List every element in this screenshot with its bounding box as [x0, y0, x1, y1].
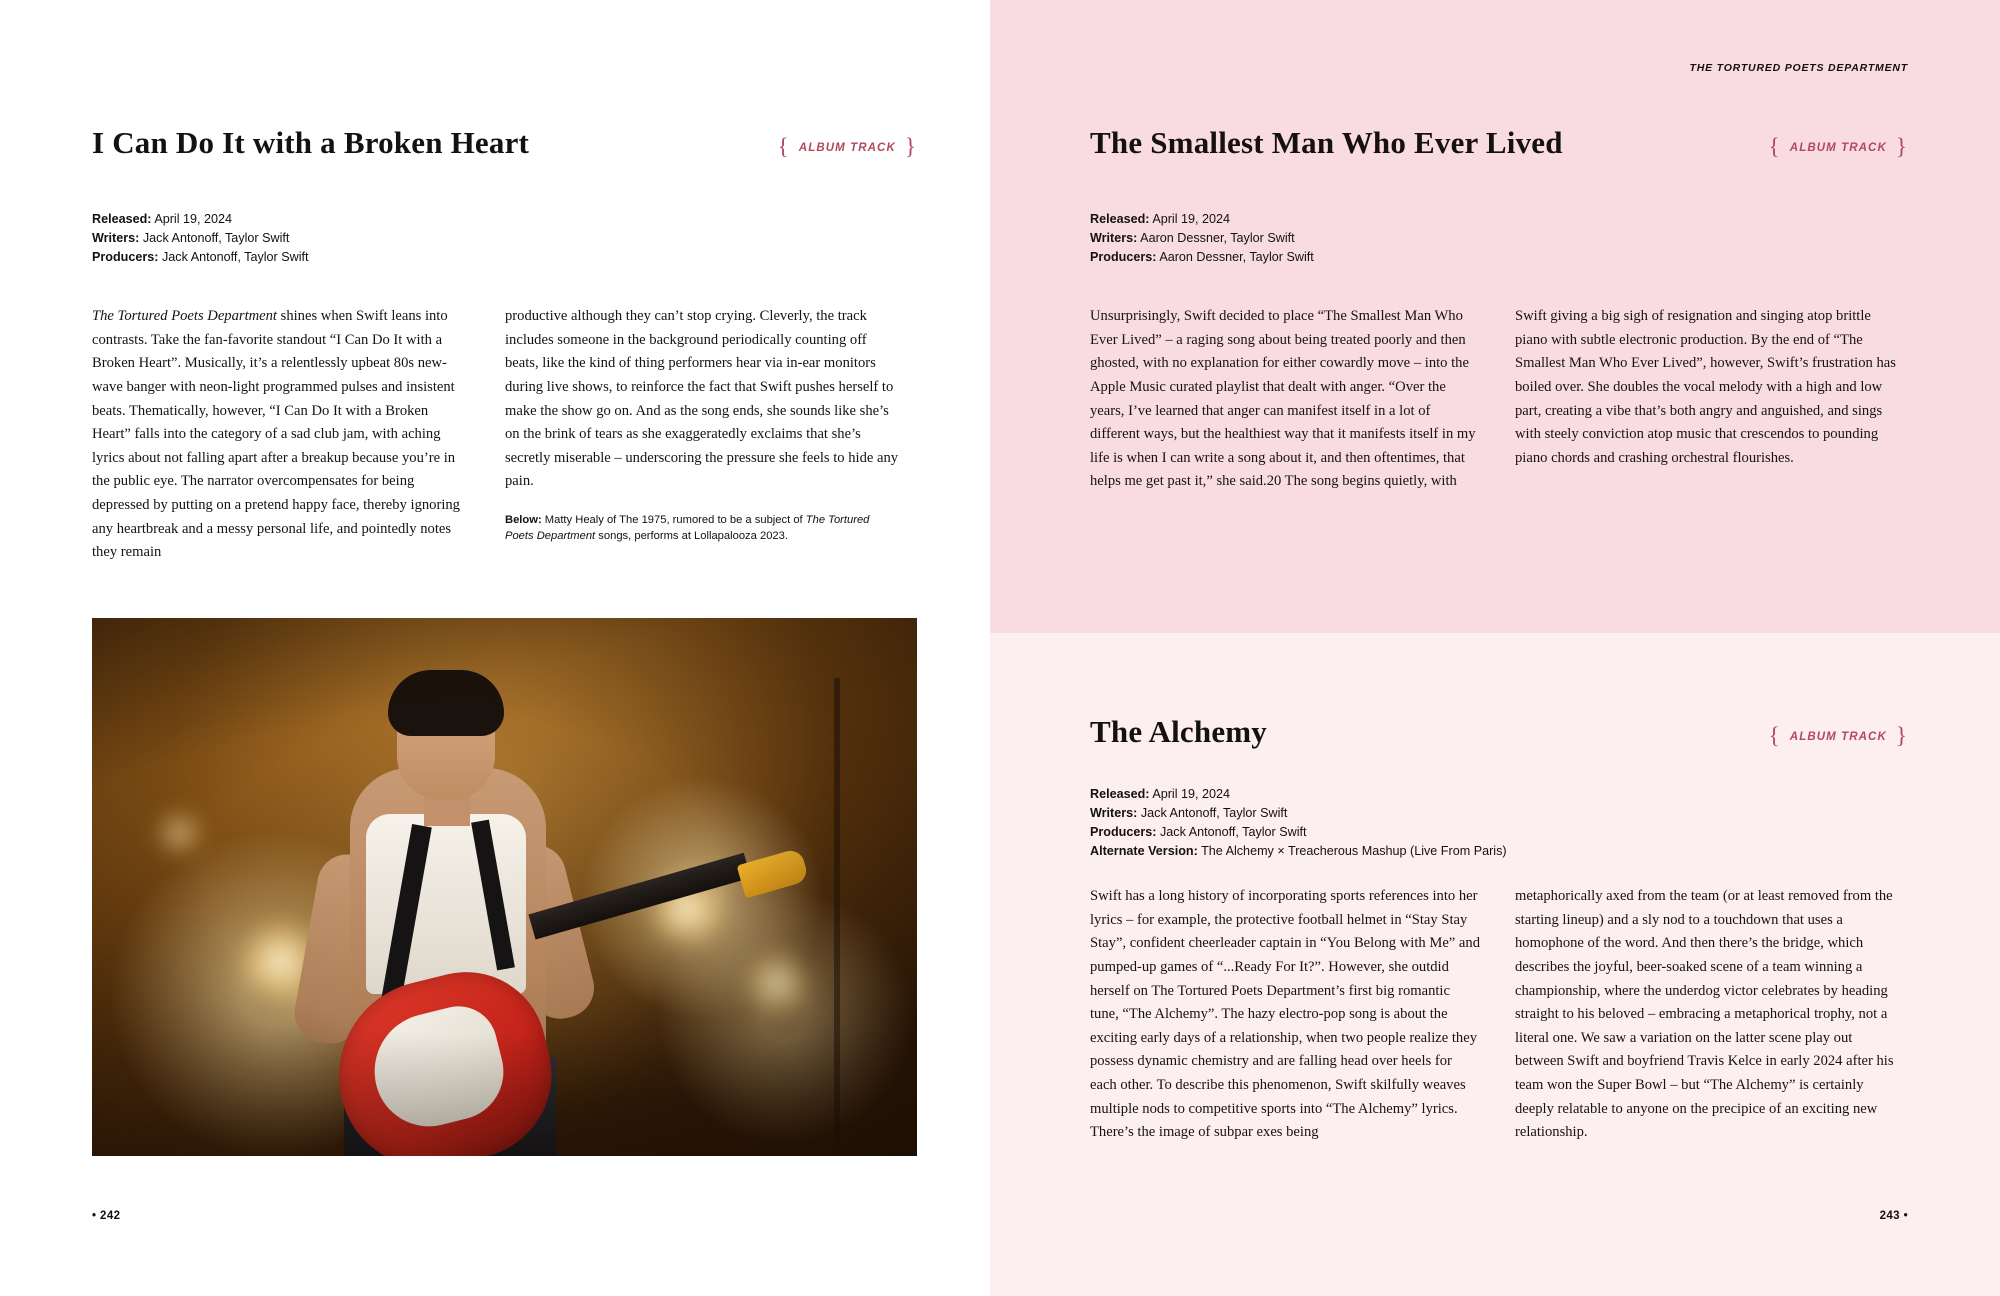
credit-value: Aaron Dessner, Taylor Swift — [1140, 231, 1295, 246]
credit-label: Producers: — [1090, 250, 1157, 265]
running-head: THE TORTURED POETS DEPARTMENT — [1689, 62, 1908, 74]
section-title: The Alchemy — [1090, 714, 1267, 749]
credit-row — [1090, 842, 1730, 861]
credit-value: The Alchemy × Treacherous Mashup (Live From Paris) — [1201, 844, 1507, 859]
credit-label: Writers: — [1090, 806, 1138, 821]
credit-value: April 19, 2024 — [1152, 212, 1231, 226]
credit-row — [1090, 804, 1730, 823]
badge-label: ALBUM TRACK — [798, 141, 896, 154]
brace-right-icon: } — [1895, 723, 1908, 748]
body-paragraph: metaphorically axed from the team (or at least removed from the starting lineup) and a sly nod to a touchdown that uses a homophone of the word. And then there’s the bridge, which describes the joyful, beer-soaked scene of a team winning a championship, where the underdog victor celebrates by heading straight to his beloved – embracing a metaphorical trophy, not a literal one. We saw a variation on the latter scene play out between Swift and boyfriend Travis Kelce in early 2024 after his team won the Super Bowl – but “The Alchemy” is certainly deeply relatable to anyone on the precipice of an exciting new relationship. — [1515, 888, 1894, 1141]
left-page — [0, 0, 990, 1296]
body-columns-smallest-man — [1090, 305, 1908, 494]
page-number-left — [92, 1210, 120, 1222]
credit-label: Producers: — [1090, 825, 1157, 840]
credit-label: Alternate Version: — [1090, 844, 1198, 859]
folio-number: 243 — [1879, 1210, 1900, 1222]
caption-italic: The Tortured Poets Department — [505, 514, 870, 543]
status-badge — [1769, 136, 1908, 159]
body-paragraph: The Tortured Poets Department shines when Swift leans into contrasts. Take the fan-favorite standout “I Can Do It with a Broken Heart”. Musically, it’s a relentlessly upbeat 80s new-wave banger with neon-light programmed pulses and insistent beats. Thematically, however, “I Can Do It with a Broken Heart” falls into the category of a sad club jam, with aching lyrics about not falling apart after a breakup because you’re in the public eye. The narrator overcompensates for being depressed by putting on a pretend happy face, thereby ignoring any heartbreak and a messy personal life, and pointedly notes they remain — [92, 308, 460, 561]
badge-label: ALBUM TRACK — [1789, 730, 1887, 743]
credit-row — [92, 210, 612, 229]
credits-block — [1090, 785, 1730, 862]
brace-right-icon: } — [1895, 134, 1908, 159]
status-badge — [778, 136, 917, 159]
credit-value: April 19, 2024 — [1152, 787, 1231, 801]
badge-label: ALBUM TRACK — [1789, 141, 1887, 154]
right-title-row-smallest-man — [1090, 126, 1908, 160]
body-columns-alchemy — [1090, 885, 1908, 1145]
credit-label: Released: — [92, 212, 152, 226]
credit-value: Jack Antonoff, Taylor Swift — [1140, 806, 1288, 821]
page-title: I Can Do It with a Broken Heart — [92, 125, 530, 160]
credit-value: Jack Antonoff, Taylor Swift — [142, 231, 290, 246]
credit-row — [1090, 823, 1730, 842]
credit-value: Jack Antonoff, Taylor Swift — [1160, 825, 1307, 840]
credit-label: Writers: — [92, 231, 140, 246]
credit-value: April 19, 2024 — [154, 212, 233, 226]
body-column-1 — [92, 305, 470, 565]
folio-bullet-icon: • — [92, 1210, 97, 1222]
credit-row — [92, 248, 612, 267]
body-paragraph: productive although they can’t stop crying. Cleverly, the track includes someone in the background periodically counting off beats, like the kind of thing performers hear via in-ear monitors during live shows, to reinforce the fact that Swift pushes herself to make the show go on. And as the song ends, she sounds like she’s on the brink of tears as she exaggeratedly exclaims that she’s secretly miserable – underscoring the pressure she feels to hide any pain. — [505, 308, 899, 490]
brace-left-icon: { — [777, 134, 790, 159]
credit-value: Jack Antonoff, Taylor Swift — [162, 250, 309, 265]
right-page — [990, 0, 2000, 1296]
left-body-columns — [92, 305, 917, 565]
photo-vignette — [92, 618, 917, 1156]
brace-left-icon: { — [1768, 723, 1781, 748]
italic-book-title: The Tortured Poets Department — [92, 308, 277, 324]
credit-row — [92, 229, 612, 248]
right-title-row-alchemy — [1090, 715, 1908, 749]
body-column-1 — [1090, 305, 1480, 494]
body-column-1 — [1090, 885, 1480, 1145]
body-column-2 — [505, 305, 901, 565]
folio-number: 242 — [100, 1210, 121, 1222]
credit-label: Producers: — [92, 250, 159, 265]
body-paragraph: Swift has a long history of incorporating sports references into her lyrics – for example, the protective football helmet in “Stay Stay Stay”, confident cheerleader captain in “You Belong with Me” and pumped-up games of “...Ready For It?”. However, she outdid herself on The Tortured Poets Department’s first big romantic tune, “The Alchemy”. The hazy electro-pop song is about the exciting early days of a relationship, when two people realize they possess dynamic chemistry and are falling head over heels for each other. To describe this phenomenon, Swift skilfully weaves multiple nods to competitive sports into “The Alchemy” lyrics. There’s the image of subpar exes being — [1090, 888, 1480, 1141]
body-column-2 — [1515, 885, 1897, 1145]
brace-right-icon: } — [904, 134, 917, 159]
page-number-right — [1880, 1210, 1908, 1222]
section-title: The Smallest Man Who Ever Lived — [1090, 125, 1563, 160]
caption-lead: Below: — [505, 514, 542, 527]
status-badge — [1769, 725, 1908, 748]
credit-row — [1090, 229, 1610, 248]
credit-value: Aaron Dessner, Taylor Swift — [1159, 250, 1314, 265]
credit-label: Released: — [1090, 212, 1150, 226]
left-title-row — [92, 126, 917, 160]
credit-label: Released: — [1090, 787, 1150, 801]
folio-bullet-icon: • — [1903, 1210, 1908, 1222]
caption-text-b: songs, performs at Lollapalooza 2023. — [595, 530, 788, 543]
credit-label: Writers: — [1090, 231, 1138, 246]
credit-row — [1090, 210, 1610, 229]
credits-block — [92, 210, 612, 267]
credit-row — [1090, 785, 1730, 804]
body-paragraph: Unsurprisingly, Swift decided to place “The Smallest Man Who Ever Lived” – a raging song about being treated poorly and then ghosted, with no explanation for either cowardly move – into the Apple Music curated playlist that dealt with anger. “Over the years, I’ve learned that anger can manifest itself in a lot of different ways, but the healthiest way that it manifests itself in my life is when I can write a song about it, and then oftentimes, that helps me get past it,” she said.20 The song begins quietly, with — [1090, 308, 1476, 490]
credits-block — [1090, 210, 1610, 267]
body-paragraph: Swift giving a big sigh of resignation and singing atop brittle piano with subtle electronic production. By the end of “The Smallest Man Who Ever Lived”, however, Swift’s frustration has boiled over. She doubles the vocal melody with a high and low part, creating a vibe that’s both angry and anguished, and sings with steely conviction atop music that crescendos to pounding piano chords and crashing orchestral flourishes. — [1515, 308, 1896, 466]
figure-caption — [505, 512, 901, 544]
performance-photo — [92, 618, 917, 1156]
credit-row — [1090, 248, 1610, 267]
caption-text-a: Matty Healy of The 1975, rumored to be a subject of — [541, 514, 806, 527]
brace-left-icon: { — [1768, 134, 1781, 159]
body-column-2 — [1515, 305, 1897, 494]
